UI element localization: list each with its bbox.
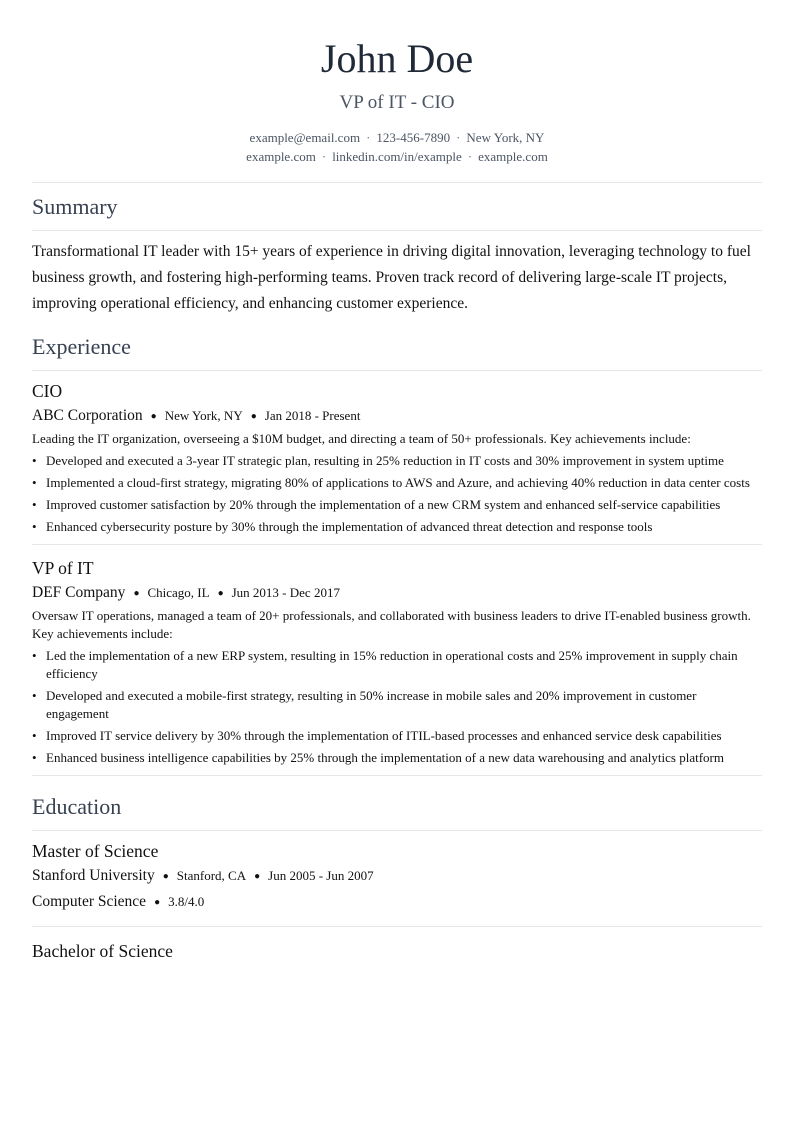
- job-dates: Jan 2018 - Present: [264, 408, 361, 423]
- divider: [32, 926, 762, 927]
- bullet-separator: ●: [162, 871, 169, 882]
- website-link[interactable]: example.com: [246, 149, 316, 164]
- job-meta: [32, 406, 762, 428]
- achievement-item: • Led the implementation of a new ERP system, resulting in 15% reduction in operational costs and 25% improvement in supply chain efficiency: [46, 647, 762, 683]
- job-entry: [32, 557, 762, 767]
- job-title: CIO: [32, 381, 63, 401]
- bullet-separator: ●: [133, 588, 140, 599]
- divider: [32, 544, 762, 545]
- bullet-separator: ●: [254, 871, 261, 882]
- candidate-role: VP of IT - CIO: [339, 92, 455, 113]
- achievement-item: • Developed and executed a mobile-first strategy, resulting in 50% increase in mobile sales and 20% improvement in customer engagement: [46, 687, 762, 723]
- education-heading: Education: [32, 794, 122, 819]
- school-dates: Jun 2005 - Jun 2007: [268, 868, 374, 883]
- candidate-name: John Doe: [320, 36, 474, 81]
- divider: [32, 182, 762, 183]
- bullet-separator: ●: [150, 411, 157, 422]
- education-entry: [32, 840, 762, 914]
- separator: ·: [366, 130, 371, 145]
- divider: [32, 230, 762, 231]
- contact-row-2: [32, 147, 762, 166]
- phone-text: 123-456-7890: [376, 130, 451, 145]
- contact-row-1: [32, 128, 762, 147]
- email-link[interactable]: example@email.com: [249, 130, 361, 145]
- job-entry: [32, 380, 762, 536]
- summary-section: [32, 194, 762, 317]
- divider: [32, 830, 762, 831]
- degree-title: Master of Science: [32, 841, 159, 861]
- job-dates: Jun 2013 - Dec 2017: [231, 585, 340, 600]
- company-name: ABC Corporation: [32, 407, 143, 424]
- website-link-2[interactable]: example.com: [478, 149, 548, 164]
- job-location: New York, NY: [164, 408, 243, 423]
- achievement-item: • Implemented a cloud-first strategy, migrating 80% of applications to AWS and Azure, and achieving 40% reduction in data center costs: [46, 474, 762, 492]
- bullet-separator: ●: [217, 588, 224, 599]
- job-description: Oversaw IT operations, managed a team of 20+ professionals, and collaborated with business leaders to drive IT-enabled business growth. Key achievements include:: [32, 608, 751, 641]
- experience-section: [32, 334, 762, 767]
- summary-heading: Summary: [32, 194, 118, 219]
- summary-text: Transformational IT leader with 15+ years of experience in driving digital innovation, leveraging technology to fuel business growth, and fostering high-performing teams. Proven track record of delivering large-scale IT projects, improving operational efficiency, and enhancing customer experience.: [32, 243, 751, 312]
- achievement-list: [32, 647, 762, 767]
- job-description: Leading the IT organization, overseeing a $10M budget, and directing a team of 50+ professionals. Key achievements include:: [32, 431, 691, 446]
- bullet-separator: ●: [154, 897, 161, 908]
- degree-title: Bachelor of Science: [32, 941, 173, 961]
- company-name: DEF Company: [32, 584, 126, 601]
- achievement-item: • Improved customer satisfaction by 20% through the implementation of a new CRM system and enhanced self-service capabilities: [46, 496, 762, 514]
- job-title: VP of IT: [32, 558, 94, 578]
- job-location: Chicago, IL: [147, 585, 210, 600]
- bullet-separator: ●: [250, 411, 257, 422]
- achievement-list: [32, 452, 762, 536]
- divider: [32, 775, 762, 776]
- achievement-item: • Improved IT service delivery by 30% through the implementation of ITIL-based processes and enhanced service desk capabilities: [46, 727, 762, 745]
- school-location: Stanford, CA: [176, 868, 247, 883]
- school-name: Stanford University: [32, 867, 155, 884]
- gpa: 3.8/4.0: [168, 894, 205, 909]
- separator: ·: [321, 149, 327, 164]
- location-text: New York, NY: [466, 130, 545, 145]
- field-of-study: Computer Science: [32, 893, 147, 910]
- separator: ·: [456, 130, 461, 145]
- achievement-item: • Enhanced cybersecurity posture by 30% through the implementation of advanced threat detection and response tools: [46, 518, 762, 536]
- achievement-item: • Enhanced business intelligence capabilities by 25% through the implementation of a new data warehousing and analytics platform: [46, 749, 762, 767]
- achievement-item: • Developed and executed a 3-year IT strategic plan, resulting in 25% reduction in IT costs and 30% improvement in system uptime: [46, 452, 762, 470]
- education-entry: [32, 940, 762, 962]
- field-meta: [32, 892, 762, 914]
- divider: [32, 370, 762, 371]
- experience-heading: Experience: [32, 334, 131, 359]
- education-section: [32, 794, 762, 962]
- school-meta: [32, 866, 762, 888]
- job-meta: [32, 583, 762, 605]
- separator: ·: [467, 149, 473, 164]
- linkedin-link[interactable]: linkedin.com/in/example: [332, 149, 462, 164]
- resume-header: [32, 0, 762, 166]
